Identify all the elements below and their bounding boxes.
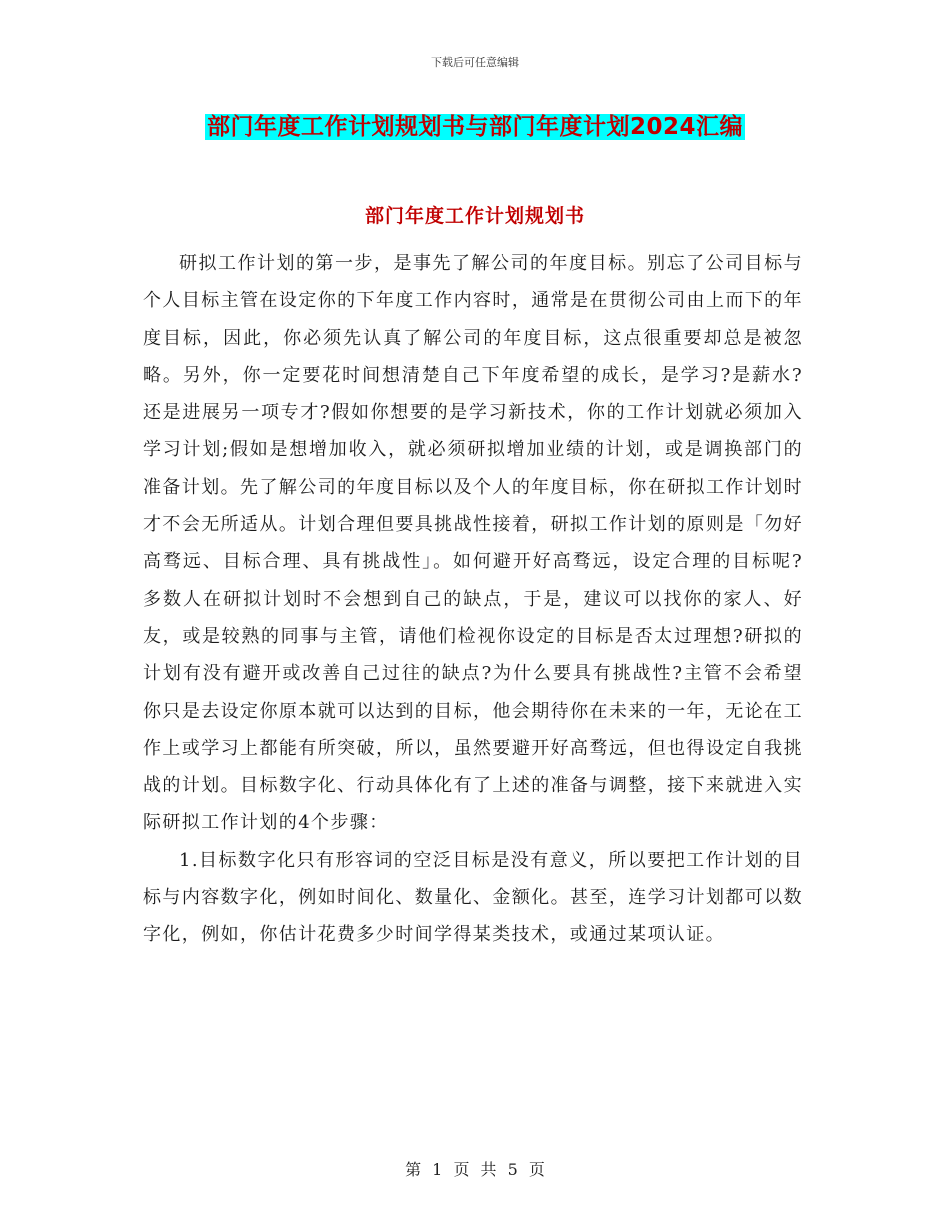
header-note: 下载后可任意编辑 — [431, 56, 519, 69]
body-text — [143, 245, 803, 954]
page-footer: 第 1 页 共 5 页 — [405, 1160, 545, 1179]
document-title-text: 部门年度工作计划规划书与部门年度计划2024汇编 — [206, 114, 743, 140]
paragraph-2: 1.目标数字化只有形容词的空泛目标是没有意义，所以要把工作计划的目标与内容数字化，例如时间化、数量化、金额化。甚至，连学习计划都可以数字化，例如，你估计花费多少时间学得某类技术，或通过某项认证。 — [143, 849, 803, 946]
document-title — [0, 110, 950, 144]
section-title: 部门年度工作计划规划书 — [364, 205, 585, 227]
paragraph-1: 研拟工作计划的第一步，是事先了解公司的年度目标。别忘了公司目标与个人目标主管在设定你的下年度工作内容时，通常是在贯彻公司由上而下的年度目标，因此，你必须先认真了解公司的年度目标，这点很重要却总是被忽略。另外，你一定要花时间想清楚自己下年度希望的成长，是学习?是薪水?还是进展另一项专才?假如你想要的是学习新技术，你的工作计划就必须加入学习计划;假如是想增加收入，就必须研拟增加业绩的计划，或是调换部门的准备计划。先了解公司的年度目标以及个人的年度目标，你在研拟工作计划时才不会无所适从。计划合理但要具挑战性接着，研拟工作计划的原则是「勿好高骛远、目标合理、具有挑战性」。如何避开好高骛远，设定合理的目标呢?多数人在研拟计划时不会想到自己的缺点，于是，建议可以找你的家人、好友，或是较熟的同事与主管，请他们检视你设定的目标是否太过理想?研拟的计划有没有避开或改善自己过往的缺点?为什么要具有挑战性?主管不会希望你只是去设定你原本就可以达到的目标，他会期待你在未来的一年，无论在工作上或学习上都能有所突破，所以，虽然要避开好高骛远，但也得设定自我挑战的计划。目标数字化、行动具体化有了上述的准备与调整，接下来就进入实际研拟工作计划的4个步骤： — [143, 253, 803, 834]
